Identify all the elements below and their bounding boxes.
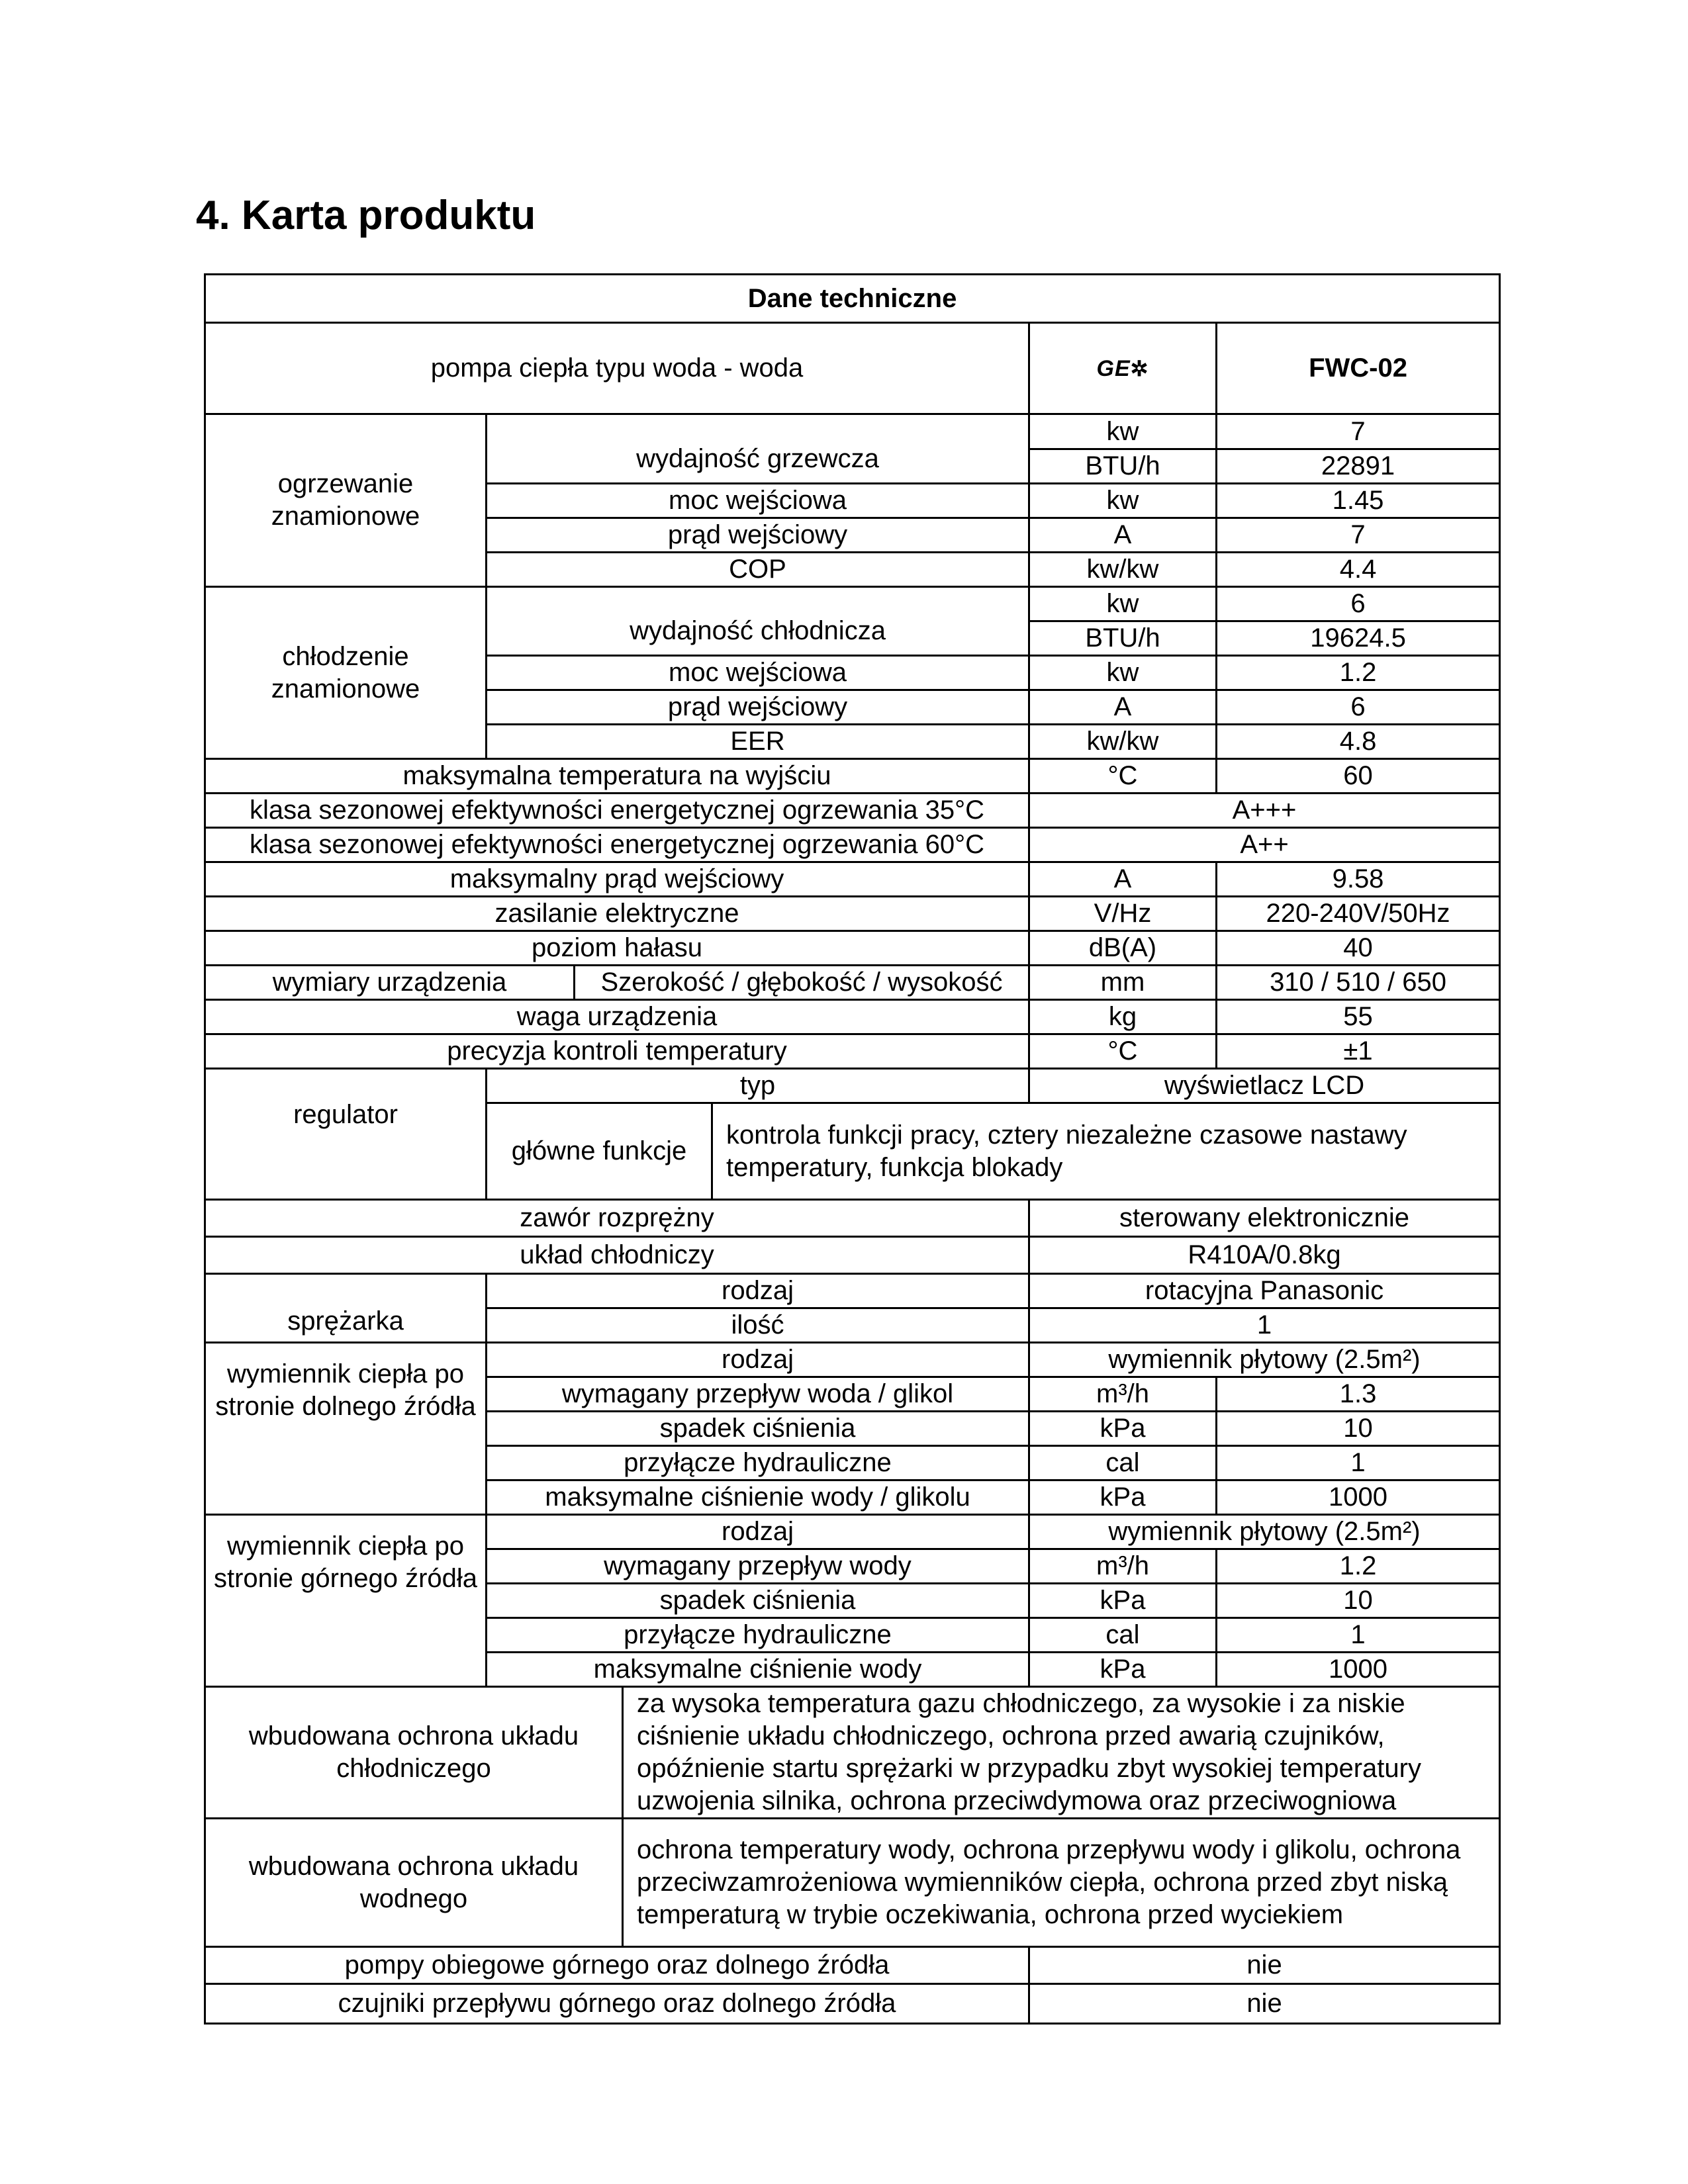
param-label: spadek ciśnienia bbox=[487, 1412, 1029, 1446]
value-cell: 1000 bbox=[1217, 1480, 1500, 1515]
value-cell: 220-240V/50Hz bbox=[1217, 897, 1500, 931]
table-row bbox=[205, 1069, 1500, 1103]
unit-cell: kPa bbox=[1029, 1584, 1217, 1618]
model-name: FWC-02 bbox=[1217, 323, 1500, 414]
value-cell: nie bbox=[1029, 1947, 1500, 1984]
value-cell: 6 bbox=[1217, 587, 1500, 621]
value-cell: wyświetlacz LCD bbox=[1029, 1069, 1500, 1103]
regulator-group-label: regulator bbox=[205, 1069, 487, 1200]
unit-cell: °C bbox=[1029, 1034, 1217, 1069]
param-label: moc wejściowa bbox=[487, 656, 1029, 690]
spec-table bbox=[204, 273, 1501, 2025]
value-cell: R410A/0.8kg bbox=[1029, 1237, 1500, 1274]
value-cell: 1 bbox=[1029, 1308, 1500, 1343]
value-cell: 7 bbox=[1217, 414, 1500, 449]
value-cell: A+++ bbox=[1029, 794, 1500, 828]
heating-capacity-label: wydajność grzewcza bbox=[487, 414, 1029, 484]
page-title: 4. Karta produktu bbox=[196, 193, 536, 238]
value-cell: sterowany elektronicznie bbox=[1029, 1200, 1500, 1237]
cooling-group-label: chłodzenie znamionowe bbox=[205, 587, 487, 759]
unit-cell: kg bbox=[1029, 1000, 1217, 1034]
param-label: wymagany przepływ woda / glikol bbox=[487, 1377, 1029, 1412]
table-row bbox=[205, 1515, 1500, 1549]
param-label: precyzja kontroli temperatury bbox=[205, 1034, 1029, 1069]
unit-cell: A bbox=[1029, 518, 1217, 553]
table-row bbox=[205, 1947, 1500, 1984]
table-row bbox=[205, 1984, 1500, 2024]
param-label: COP bbox=[487, 553, 1029, 587]
value-cell: za wysoka temperatura gazu chłodniczego, za wysokie i za niskie ciśnienie układu chłodniczego, ochrona przed awarią czujników, opóźnienie startu sprężarki w przypadku zbyt wysokiej temperatury uzwojenia silnika, ochrona przeciwdymowa oraz przeciwogniowa bbox=[623, 1687, 1500, 1819]
unit-cell: kw/kw bbox=[1029, 553, 1217, 587]
param-label: maksymalne ciśnienie wody / glikolu bbox=[487, 1480, 1029, 1515]
param-label: wymagany przepływ wody bbox=[487, 1549, 1029, 1584]
table-row bbox=[205, 897, 1500, 931]
param-label: główne funkcje bbox=[487, 1103, 712, 1200]
table-row bbox=[205, 1687, 1500, 1819]
value-cell: 10 bbox=[1217, 1412, 1500, 1446]
unit-cell: kw bbox=[1029, 484, 1217, 518]
table-row bbox=[205, 794, 1500, 828]
value-cell: 19624.5 bbox=[1217, 621, 1500, 656]
param-label: rodzaj bbox=[487, 1343, 1029, 1377]
unit-cell: kw bbox=[1029, 587, 1217, 621]
table-row bbox=[205, 1200, 1500, 1237]
ge-logo-icon: GE✲ bbox=[1096, 356, 1149, 381]
value-cell: 4.8 bbox=[1217, 725, 1500, 759]
unit-cell: °C bbox=[1029, 759, 1217, 794]
param-label: moc wejściowa bbox=[487, 484, 1029, 518]
value-cell: 1 bbox=[1217, 1618, 1500, 1653]
value-cell: wymiennik płytowy (2.5m²) bbox=[1029, 1515, 1500, 1549]
unit-cell: cal bbox=[1029, 1618, 1217, 1653]
unit-cell: m³/h bbox=[1029, 1377, 1217, 1412]
param-label: waga urządzenia bbox=[205, 1000, 1029, 1034]
value-cell: 40 bbox=[1217, 931, 1500, 966]
table-row bbox=[205, 1819, 1500, 1947]
param-label: pompy obiegowe górnego oraz dolnego źródła bbox=[205, 1947, 1029, 1984]
param-label: układ chłodniczy bbox=[205, 1237, 1029, 1274]
table-row bbox=[205, 1274, 1500, 1308]
unit-cell: A bbox=[1029, 862, 1217, 897]
unit-cell: cal bbox=[1029, 1446, 1217, 1480]
unit-cell: m³/h bbox=[1029, 1549, 1217, 1584]
unit-cell: dB(A) bbox=[1029, 931, 1217, 966]
table-row bbox=[205, 587, 1500, 621]
table-row bbox=[205, 828, 1500, 862]
unit-cell: kw bbox=[1029, 414, 1217, 449]
param-label: wbudowana ochrona układu wodnego bbox=[205, 1819, 623, 1947]
param-label: prąd wejściowy bbox=[487, 690, 1029, 725]
table-caption: Dane techniczne bbox=[205, 275, 1500, 323]
param-label: zawór rozprężny bbox=[205, 1200, 1029, 1237]
unit-cell: BTU/h bbox=[1029, 621, 1217, 656]
table-row bbox=[205, 323, 1500, 414]
cooling-capacity-label: wydajność chłodnicza bbox=[487, 587, 1029, 656]
param-sublabel: Szerokość / głębokość / wysokość bbox=[575, 966, 1029, 1000]
value-cell: 4.4 bbox=[1217, 553, 1500, 587]
param-label: klasa sezonowej efektywności energetycznej ogrzewania 60°C bbox=[205, 828, 1029, 862]
unit-cell: kw bbox=[1029, 656, 1217, 690]
param-label: prąd wejściowy bbox=[487, 518, 1029, 553]
unit-cell: BTU/h bbox=[1029, 449, 1217, 484]
value-cell: 9.58 bbox=[1217, 862, 1500, 897]
value-cell: wymiennik płytowy (2.5m²) bbox=[1029, 1343, 1500, 1377]
param-label: wymiary urządzenia bbox=[205, 966, 575, 1000]
unit-cell: kPa bbox=[1029, 1653, 1217, 1687]
brand-logo bbox=[1029, 323, 1217, 414]
heating-group-label: ogrzewanie znamionowe bbox=[205, 414, 487, 587]
param-label: klasa sezonowej efektywności energetycznej ogrzewania 35°C bbox=[205, 794, 1029, 828]
value-cell: ±1 bbox=[1217, 1034, 1500, 1069]
value-cell: kontrola funkcji pracy, cztery niezależne czasowe nastawy temperatury, funkcja blokady bbox=[712, 1103, 1500, 1200]
param-label: rodzaj bbox=[487, 1274, 1029, 1308]
value-cell: 1.3 bbox=[1217, 1377, 1500, 1412]
param-label: EER bbox=[487, 725, 1029, 759]
value-cell: 60 bbox=[1217, 759, 1500, 794]
table-row bbox=[205, 931, 1500, 966]
value-cell: 1 bbox=[1217, 1446, 1500, 1480]
unit-cell: mm bbox=[1029, 966, 1217, 1000]
param-label: typ bbox=[487, 1069, 1029, 1103]
table-row bbox=[205, 1000, 1500, 1034]
value-cell: ochrona temperatury wody, ochrona przepływu wody i glikolu, ochrona przeciwzamrożeniowa wymienników ciepła, ochrona przed zbyt niską temperaturą w trybie oczekiwania, ochrona przed wyciekiem bbox=[623, 1819, 1500, 1947]
param-label: ilość bbox=[487, 1308, 1029, 1343]
table-row bbox=[205, 1343, 1500, 1377]
table-row bbox=[205, 759, 1500, 794]
value-cell: 10 bbox=[1217, 1584, 1500, 1618]
upper-exchanger-group-label: wymiennik ciepła po stronie górnego źródła bbox=[205, 1515, 487, 1687]
compressor-group-label: sprężarka bbox=[205, 1274, 487, 1343]
param-label: maksymalny prąd wejściowy bbox=[205, 862, 1029, 897]
lower-exchanger-group-label: wymiennik ciepła po stronie dolnego źródła bbox=[205, 1343, 487, 1515]
value-cell: A++ bbox=[1029, 828, 1500, 862]
table-row bbox=[205, 275, 1500, 323]
param-label: maksymalna temperatura na wyjściu bbox=[205, 759, 1029, 794]
param-label: przyłącze hydrauliczne bbox=[487, 1618, 1029, 1653]
value-cell: 310 / 510 / 650 bbox=[1217, 966, 1500, 1000]
unit-cell: kw/kw bbox=[1029, 725, 1217, 759]
unit-cell: kPa bbox=[1029, 1480, 1217, 1515]
param-label: spadek ciśnienia bbox=[487, 1584, 1029, 1618]
product-type: pompa ciepła typu woda - woda bbox=[205, 323, 1029, 414]
value-cell: nie bbox=[1029, 1984, 1500, 2024]
value-cell: 1.2 bbox=[1217, 1549, 1500, 1584]
value-cell: rotacyjna Panasonic bbox=[1029, 1274, 1500, 1308]
value-cell: 55 bbox=[1217, 1000, 1500, 1034]
value-cell: 7 bbox=[1217, 518, 1500, 553]
param-label: wbudowana ochrona układu chłodniczego bbox=[205, 1687, 623, 1819]
value-cell: 1000 bbox=[1217, 1653, 1500, 1687]
param-label: rodzaj bbox=[487, 1515, 1029, 1549]
unit-cell: kPa bbox=[1029, 1412, 1217, 1446]
value-cell: 1.45 bbox=[1217, 484, 1500, 518]
param-label: czujniki przepływu górnego oraz dolnego źródła bbox=[205, 1984, 1029, 2024]
param-label: poziom hałasu bbox=[205, 931, 1029, 966]
unit-cell: A bbox=[1029, 690, 1217, 725]
value-cell: 1.2 bbox=[1217, 656, 1500, 690]
param-label: przyłącze hydrauliczne bbox=[487, 1446, 1029, 1480]
unit-cell: V/Hz bbox=[1029, 897, 1217, 931]
table-row bbox=[205, 966, 1500, 1000]
table-row bbox=[205, 1034, 1500, 1069]
table-row bbox=[205, 862, 1500, 897]
value-cell: 6 bbox=[1217, 690, 1500, 725]
value-cell: 22891 bbox=[1217, 449, 1500, 484]
param-label: zasilanie elektryczne bbox=[205, 897, 1029, 931]
table-row bbox=[205, 1237, 1500, 1274]
table-row bbox=[205, 414, 1500, 449]
param-label: maksymalne ciśnienie wody bbox=[487, 1653, 1029, 1687]
